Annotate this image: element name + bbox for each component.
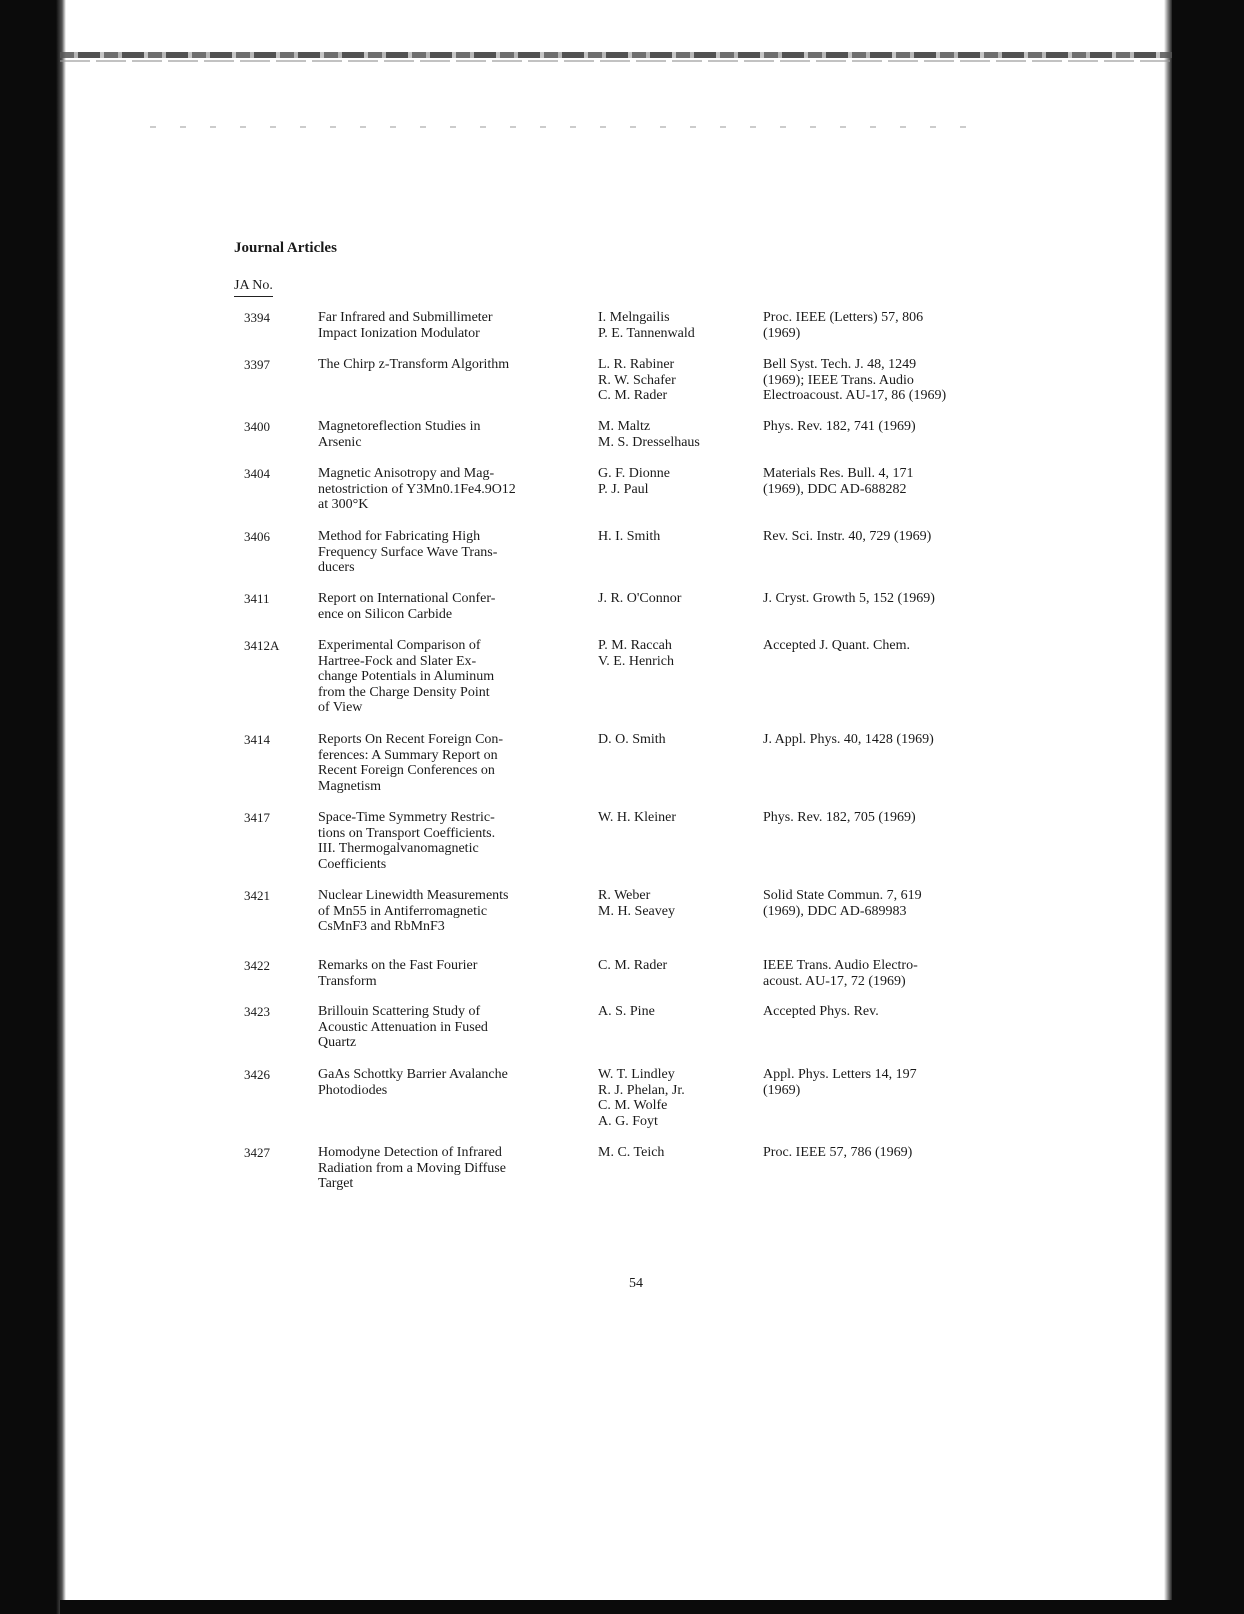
article-authors — [598, 419, 763, 450]
article-source-line: Appl. Phys. Letters 14, 197 — [763, 1067, 917, 1082]
article-authors — [598, 591, 763, 607]
scan-dash-row — [150, 126, 980, 128]
article-authors-line: A. S. Pine — [598, 1004, 655, 1019]
article-title-line: Impact Ionization Modulator — [318, 325, 480, 341]
article-title — [318, 1145, 593, 1192]
article-title-line: Radiation from a Moving Diffuse — [318, 1160, 506, 1176]
ja-number: 3423 — [244, 1004, 270, 1019]
article-title-line: Brillouin Scattering Study of — [318, 1004, 481, 1019]
article-source — [763, 888, 1033, 919]
article-title-line: from the Charge Density Point — [318, 684, 490, 700]
article-source — [763, 310, 1033, 341]
ja-number: 3427 — [244, 1145, 270, 1160]
article-source-line: Phys. Rev. 182, 705 (1969) — [763, 810, 916, 825]
page-number: 54 — [629, 1276, 643, 1291]
article-title — [318, 732, 593, 794]
article-source — [763, 732, 1033, 748]
article-title-line: Quartz — [318, 1035, 357, 1050]
article-authors-line: G. F. Dionne — [598, 466, 670, 481]
article-source-line: IEEE Trans. Audio Electro- — [763, 958, 918, 973]
article-authors-line: M. S. Dresselhaus — [598, 434, 700, 450]
article-source — [763, 591, 1033, 607]
article-authors-line: I. Melngailis — [598, 310, 670, 325]
ja-number: 3412A — [244, 638, 280, 653]
article-authors — [598, 1067, 763, 1129]
article-authors-line: P. E. Tannenwald — [598, 325, 695, 341]
article-title-line: change Potentials in Aluminum — [318, 669, 495, 684]
article-title — [318, 888, 593, 935]
article-source — [763, 1145, 1033, 1161]
article-title — [318, 310, 593, 341]
article-title — [318, 466, 593, 513]
article-source-line: Electroacoust. AU-17, 86 (1969) — [763, 388, 947, 403]
scan-border-bottom — [60, 1600, 1172, 1614]
article-authors-line: V. E. Henrich — [598, 653, 674, 669]
article-title — [318, 419, 593, 450]
ja-number: 3417 — [244, 810, 270, 825]
article-source-line: (1969), DDC AD-688282 — [763, 481, 907, 497]
article-authors-line: H. I. Smith — [598, 529, 661, 544]
ja-number: 3414 — [244, 732, 270, 747]
article-title-line: ferences: A Summary Report on — [318, 747, 498, 763]
article-title-line: Transform — [318, 973, 377, 989]
article-authors — [598, 638, 763, 669]
ja-number: 3394 — [244, 310, 270, 325]
article-authors-line: C. M. Wolfe — [598, 1098, 668, 1113]
article-title-line: Acoustic Attenuation in Fused — [318, 1019, 488, 1035]
article-source — [763, 1004, 1033, 1020]
article-authors-line: C. M. Rader — [598, 388, 668, 403]
article-title-line: The Chirp z-Transform Algorithm — [318, 357, 510, 372]
article-authors — [598, 810, 763, 826]
article-source-line: Accepted J. Quant. Chem. — [763, 638, 910, 653]
article-authors — [598, 529, 763, 545]
article-source — [763, 419, 1033, 435]
ja-number: 3400 — [244, 419, 270, 434]
article-title-line: Remarks on the Fast Fourier — [318, 958, 478, 973]
article-authors-line: R. Weber — [598, 888, 651, 903]
article-title-line: Frequency Surface Wave Trans- — [318, 544, 498, 560]
article-authors-line: R. W. Schafer — [598, 372, 676, 388]
article-title-line: ducers — [318, 560, 355, 575]
article-source — [763, 638, 1033, 654]
article-title-line: Magnetism — [318, 778, 381, 794]
article-authors — [598, 466, 763, 497]
scan-border-left — [0, 0, 60, 1614]
ja-number: 3426 — [244, 1067, 270, 1082]
article-title — [318, 1004, 593, 1051]
article-source-line: (1969) — [763, 325, 801, 341]
article-authors-line: C. M. Rader — [598, 958, 668, 973]
article-authors — [598, 357, 763, 404]
article-source-line: Proc. IEEE (Letters) 57, 806 — [763, 310, 924, 325]
article-authors-line: M. C. Teich — [598, 1145, 665, 1160]
article-title — [318, 810, 593, 872]
ja-number: 3406 — [244, 529, 270, 544]
article-source-line: Materials Res. Bull. 4, 171 — [763, 466, 914, 481]
article-title-line: Nuclear Linewidth Measurements — [318, 888, 509, 903]
ja-number: 3397 — [244, 357, 270, 372]
article-source-line: J. Appl. Phys. 40, 1428 (1969) — [763, 732, 934, 747]
article-title-line: tions on Transport Coefficients. — [318, 825, 496, 841]
article-source-line: acoust. AU-17, 72 (1969) — [763, 973, 906, 989]
article-title — [318, 638, 593, 716]
article-title — [318, 958, 593, 989]
article-title-line: Method for Fabricating High — [318, 529, 481, 544]
article-authors — [598, 888, 763, 919]
ja-number: 3422 — [244, 958, 270, 973]
article-title — [318, 529, 593, 576]
article-title-line: CsMnF3 and RbMnF3 — [318, 919, 445, 934]
article-title-line: III. Thermogalvanomagnetic — [318, 841, 479, 856]
article-title-line: Hartree-Fock and Slater Ex- — [318, 653, 477, 669]
article-source-line: (1969), DDC AD-689983 — [763, 903, 907, 919]
article-authors-line: A. G. Foyt — [598, 1113, 658, 1129]
article-title-line: of View — [318, 700, 363, 715]
article-title-line: ence on Silicon Carbide — [318, 606, 453, 622]
article-title-line: Target — [318, 1176, 354, 1191]
article-source — [763, 1067, 1033, 1098]
article-source-line: Accepted Phys. Rev. — [763, 1004, 879, 1019]
ja-number: 3411 — [244, 591, 270, 606]
article-title — [318, 1067, 593, 1098]
article-title-line: Recent Foreign Conferences on — [318, 763, 495, 778]
article-title — [318, 357, 593, 373]
article-source-line: Rev. Sci. Instr. 40, 729 (1969) — [763, 529, 932, 544]
article-authors-line: W. H. Kleiner — [598, 810, 677, 825]
article-authors-line: M. Maltz — [598, 419, 651, 434]
article-title-line: Photodiodes — [318, 1082, 388, 1098]
article-source-line: Phys. Rev. 182, 741 (1969) — [763, 419, 916, 434]
scan-border-left-edge — [56, 0, 66, 1614]
scan-border-right — [1172, 0, 1244, 1614]
article-title-line: Reports On Recent Foreign Con- — [318, 732, 504, 747]
scan-border-right-edge — [1164, 0, 1172, 1614]
article-source — [763, 529, 1033, 545]
article-source — [763, 357, 1033, 404]
article-authors — [598, 1004, 763, 1020]
article-authors — [598, 1145, 763, 1161]
column-header-ja-no: JA No. — [234, 278, 273, 297]
article-title-line: of Mn55 in Antiferromagnetic — [318, 903, 488, 919]
article-title-line: Arsenic — [318, 434, 362, 450]
article-title-line: Space-Time Symmetry Restric- — [318, 810, 495, 825]
article-source — [763, 958, 1033, 989]
article-authors-line: P. M. Raccah — [598, 638, 672, 653]
article-authors-line: J. R. O'Connor — [598, 591, 682, 606]
article-source-line: (1969); IEEE Trans. Audio — [763, 372, 914, 388]
article-source-line: J. Cryst. Growth 5, 152 (1969) — [763, 591, 935, 606]
article-title — [318, 591, 593, 622]
article-title-line: GaAs Schottky Barrier Avalanche — [318, 1067, 508, 1082]
article-authors-line: M. H. Seavey — [598, 903, 675, 919]
article-source-line: (1969) — [763, 1082, 801, 1098]
article-authors-line: R. J. Phelan, Jr. — [598, 1082, 685, 1098]
article-title-line: Magnetoreflection Studies in — [318, 419, 481, 434]
article-title-line: at 300°K — [318, 497, 369, 512]
scan-top-rule — [60, 52, 1172, 58]
article-authors — [598, 310, 763, 341]
article-source-line: Proc. IEEE 57, 786 (1969) — [763, 1145, 913, 1160]
article-title-line: netostriction of Y3Mn0.1Fe4.9O12 — [318, 481, 516, 497]
article-title-line: Report on International Confer- — [318, 591, 496, 606]
article-title-line: Magnetic Anisotropy and Mag- — [318, 466, 495, 481]
article-authors-line: L. R. Rabiner — [598, 357, 675, 372]
article-title-line: Coefficients — [318, 856, 387, 872]
article-authors — [598, 732, 763, 748]
scan-top-rule-faint — [60, 60, 1172, 62]
article-authors — [598, 958, 763, 974]
section-heading: Journal Articles — [234, 240, 337, 256]
article-title-line: Homodyne Detection of Infrared — [318, 1145, 502, 1160]
article-authors-line: P. J. Paul — [598, 481, 649, 497]
article-authors-line: D. O. Smith — [598, 732, 666, 747]
article-authors-line: W. T. Lindley — [598, 1067, 675, 1082]
article-source-line: Bell Syst. Tech. J. 48, 1249 — [763, 357, 917, 372]
ja-number: 3421 — [244, 888, 270, 903]
article-title-line: Experimental Comparison of — [318, 638, 481, 653]
ja-number: 3404 — [244, 466, 270, 481]
article-source — [763, 810, 1033, 826]
article-source-line: Solid State Commun. 7, 619 — [763, 888, 922, 903]
article-source — [763, 466, 1033, 497]
article-title-line: Far Infrared and Submillimeter — [318, 310, 493, 325]
